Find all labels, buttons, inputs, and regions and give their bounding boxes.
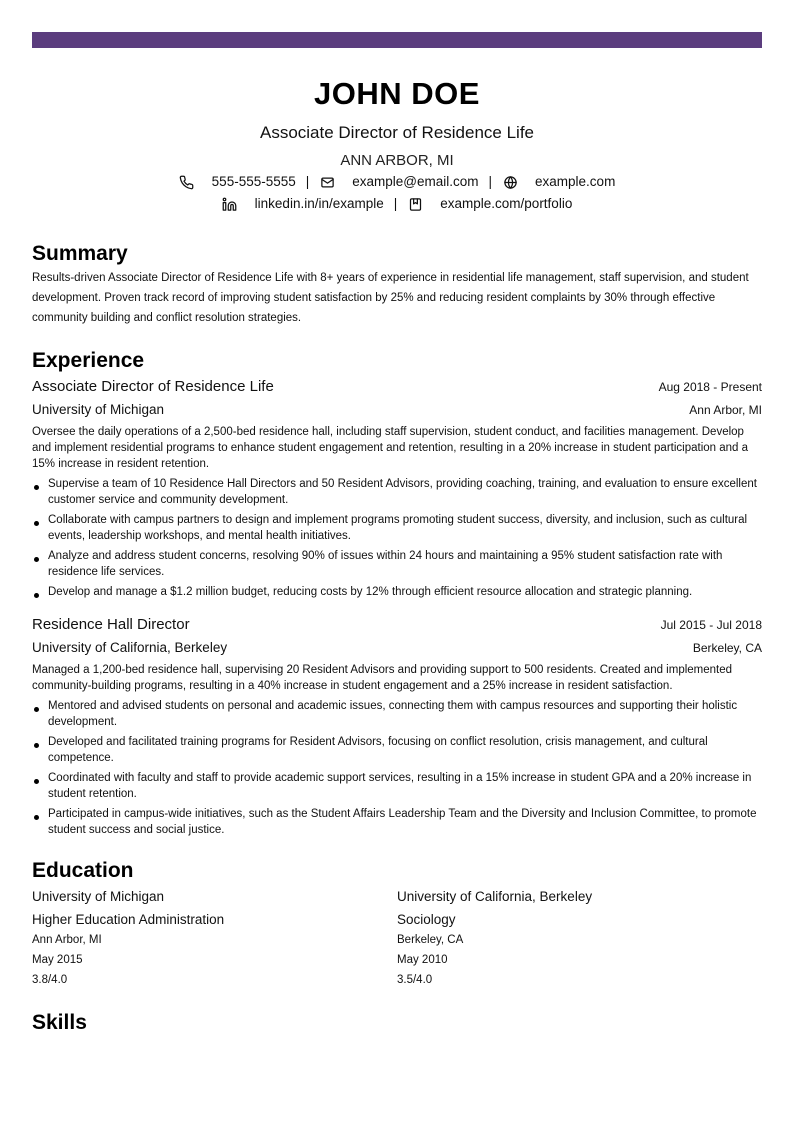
job-bullet: Developed and facilitated training programs for Resident Advisors, focusing on conflict resolution, crisis management, and cultural competence. — [32, 734, 762, 766]
contact-row-primary — [32, 172, 762, 192]
phone-icon — [179, 174, 195, 190]
linkedin-link[interactable]: linkedin.in/in/example — [254, 196, 384, 211]
job-location: Ann Arbor, MI — [689, 403, 762, 417]
portfolio-link[interactable]: example.com/portfolio — [440, 196, 573, 211]
summary-section — [32, 241, 762, 328]
job-bullet: Collaborate with campus partners to design and implement programs promoting student success, diversity, and inclusion, such as cultural events, leadership workshops, and mental health initiatives. — [32, 512, 762, 544]
candidate-name: JOHN DOE — [314, 76, 480, 111]
edu-date: May 2010 — [397, 954, 448, 966]
linkedin-icon — [222, 196, 238, 212]
job-title: Associate Director of Residence Life — [32, 378, 274, 395]
resume-page — [32, 32, 762, 1036]
separator: | — [305, 174, 310, 189]
summary-text: Results-driven Associate Director of Residence Life with 8+ years of experience in residential life management, staff supervision, and student development. Proven track record of improving student satisfaction by 25% and reducing resident complaints by 30% through effective community building and conflict resolution strategies. — [32, 272, 749, 324]
edu-location: Ann Arbor, MI — [32, 934, 102, 946]
edu-degree: Sociology — [397, 912, 456, 927]
job-bullet: Analyze and address student concerns, resolving 90% of issues within 24 hours and maintaining a 95% student satisfaction rate with residence life services. — [32, 548, 762, 580]
skills-section — [32, 1010, 762, 1036]
job-entry — [32, 376, 762, 600]
job-bullet: Mentored and advised students on personal and academic issues, connecting them with campus resources and supporting their holistic development. — [32, 698, 762, 730]
job-bullets — [32, 476, 762, 600]
education-grid — [32, 884, 762, 990]
skills-heading: Skills — [32, 1011, 87, 1034]
edu-gpa: 3.8/4.0 — [32, 974, 68, 986]
website-link[interactable]: example.com — [535, 174, 616, 189]
job-bullet: Participated in campus-wide initiatives, such as the Student Affairs Leadership Team and the Diversity and Inclusion Committee, to promote student success and social justice. — [32, 806, 762, 838]
job-dates: Jul 2015 - Jul 2018 — [660, 618, 762, 632]
job-dates: Aug 2018 - Present — [658, 380, 762, 394]
education-entry — [397, 884, 762, 990]
education-entry — [32, 884, 397, 990]
summary-heading: Summary — [32, 242, 128, 265]
education-heading: Education — [32, 859, 134, 882]
portfolio-icon — [407, 196, 423, 212]
separator: | — [393, 196, 398, 211]
job-location: Berkeley, CA — [692, 641, 762, 655]
edu-gpa: 3.5/4.0 — [397, 974, 433, 986]
email-link[interactable]: example@email.com — [352, 174, 479, 189]
job-entry — [32, 614, 762, 838]
edu-location: Berkeley, CA — [397, 934, 464, 946]
candidate-role: Associate Director of Residence Life — [259, 123, 535, 142]
phone-text: 555-555-5555 — [211, 174, 296, 189]
experience-heading: Experience — [32, 349, 145, 372]
globe-icon — [502, 174, 518, 190]
job-company: University of Michigan — [32, 402, 165, 417]
job-company: University of California, Berkeley — [32, 640, 228, 655]
job-bullet: Coordinated with faculty and staff to provide academic support services, resulting in a 15% increase in student GPA and a 20% increase in student retention. — [32, 770, 762, 802]
job-title: Residence Hall Director — [32, 616, 190, 633]
job-bullets — [32, 698, 762, 838]
mail-icon — [319, 174, 335, 190]
edu-degree: Higher Education Administration — [32, 912, 225, 927]
separator: | — [488, 174, 493, 189]
job-description: Oversee the daily operations of a 2,500-bed residence hall, including staff supervision, student conduct, and facilities management. Develop and implement residential programs to enhance student engagement and retention, resulting in a 20% increase in student participation and a 15% increase in resident retention. — [32, 426, 749, 470]
edu-school: University of California, Berkeley — [397, 889, 593, 904]
job-bullet: Develop and manage a $1.2 million budget, reducing costs by 12% through efficient resource allocation and strategic planning. — [32, 584, 762, 600]
education-section — [32, 858, 762, 990]
contact-row-secondary — [32, 194, 762, 214]
job-description: Managed a 1,200-bed residence hall, supervising 20 Resident Advisors and providing support to 500 residents. Created and implemented community-building programs, resulting in a 40% increase in student engagement and a 25% increase in resident satisfaction. — [32, 664, 733, 692]
accent-bar — [32, 32, 762, 48]
edu-school: University of Michigan — [32, 889, 165, 904]
edu-date: May 2015 — [32, 954, 83, 966]
candidate-location: ANN ARBOR, MI — [340, 152, 454, 169]
experience-section — [32, 348, 762, 838]
job-bullet: Supervise a team of 10 Residence Hall Directors and 50 Resident Advisors, providing coaching, training, and evaluation to ensure excellent customer service and community development. — [32, 476, 762, 508]
